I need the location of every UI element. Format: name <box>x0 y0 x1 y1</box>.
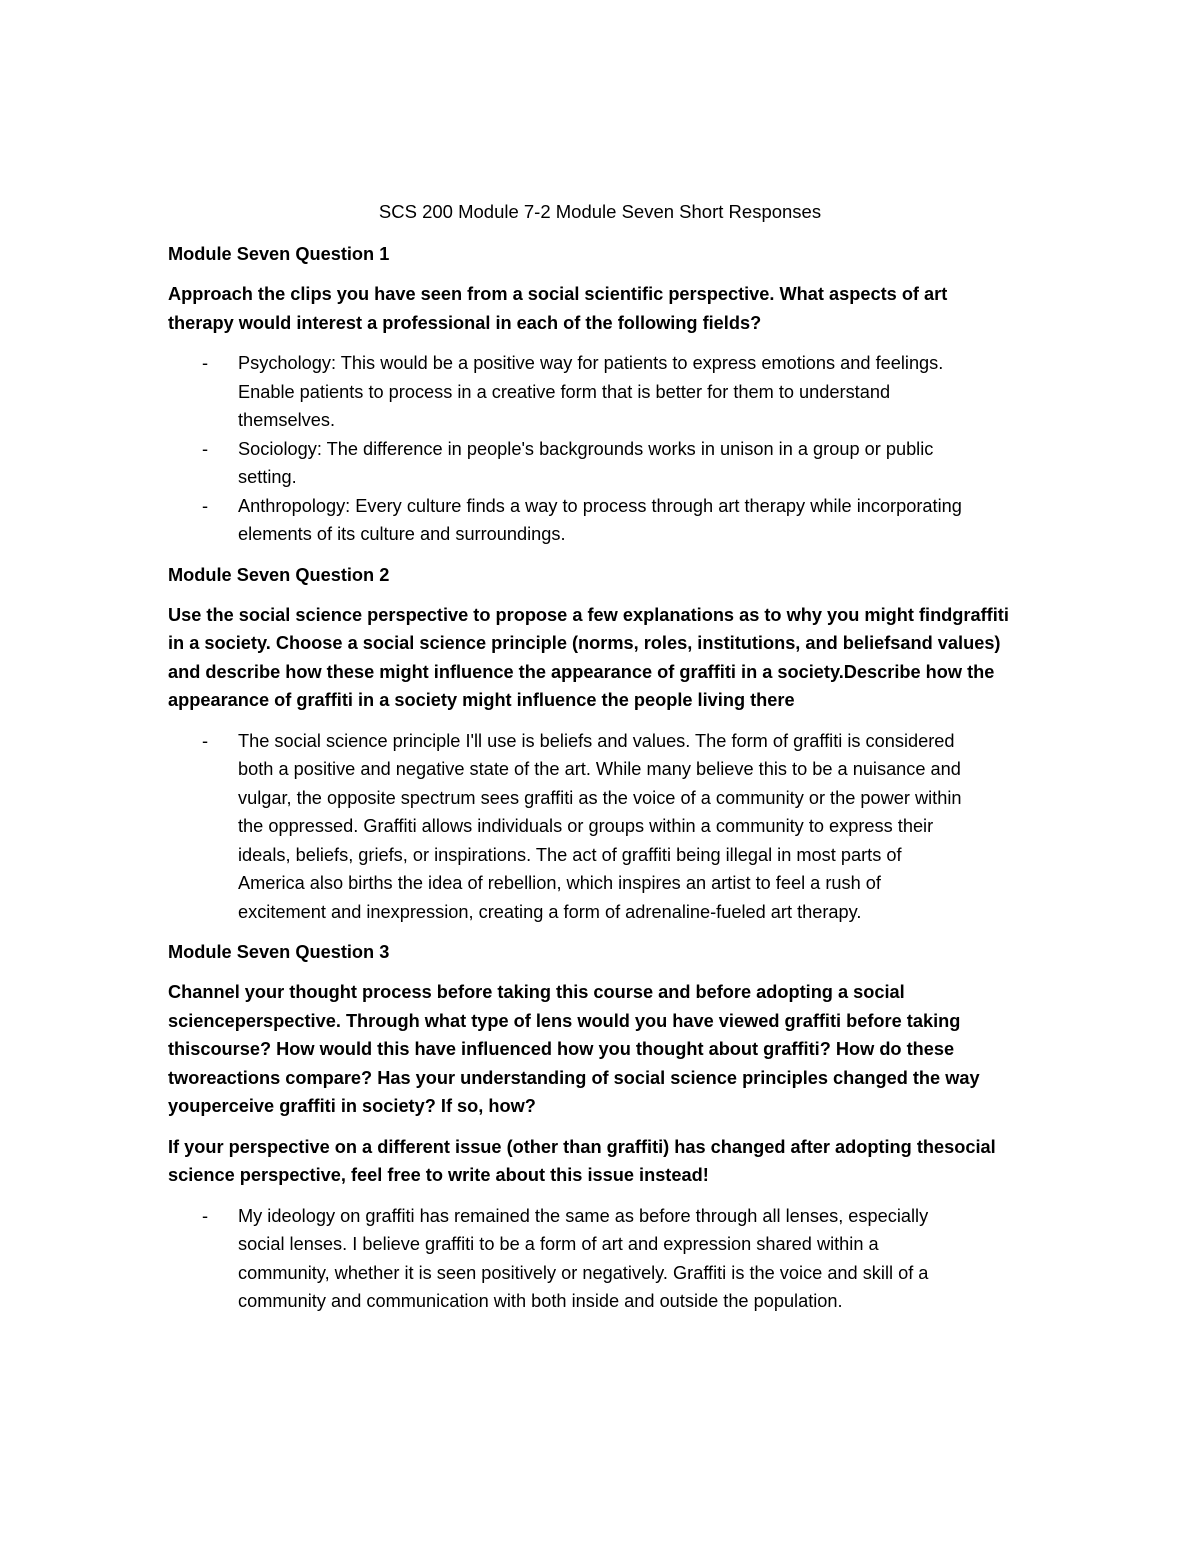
question-heading: Module Seven Question 2 <box>168 564 390 585</box>
question-section-2 <box>168 561 1043 927</box>
question-section-1 <box>168 240 1043 549</box>
question-section-3 <box>168 938 1043 1316</box>
answer-line: community, whether it is seen positively or negatively. Graffiti is the voice and skill of a <box>238 1262 929 1283</box>
bullet-dash: - <box>202 495 209 516</box>
answer-item <box>168 492 1043 549</box>
question-heading: Module Seven Question 1 <box>168 244 390 264</box>
answer-line: elements of its culture and surroundings. <box>238 524 566 544</box>
answer-line: vulgar, the opposite spectrum sees graffiti as the voice of a community or the power within <box>238 787 962 808</box>
prompt-line: in a society. Choose a social science principle (norms, roles, institutions, and beliefsand values) <box>168 633 1001 653</box>
answer-line: both a positive and negative state of the art. While many believe this to be a nuisance and <box>238 759 961 779</box>
answer-line: the oppressed. Graffiti allows individuals or groups within a community to express their <box>238 816 934 836</box>
answer-line: Enable patients to process in a creative form that is better for them to understand <box>238 381 891 402</box>
document-title: SCS 200 Module 7-2 Module Seven Short Responses <box>378 201 822 222</box>
answer-item <box>168 1202 1043 1316</box>
answer-list <box>168 349 1043 549</box>
answer-line: Sociology: The difference in people's backgrounds works in unison in a group or public <box>238 438 934 459</box>
prompt-line: appearance of graffiti in a society might influence the people living there <box>168 690 795 710</box>
question-prompt <box>168 601 1043 715</box>
prompt-line: thiscourse? How would this have influenced how you thought about graffiti? How do these <box>168 1039 955 1059</box>
answer-item <box>168 349 1043 435</box>
prompt-line: science perspective, feel free to write about this issue instead! <box>168 1165 709 1185</box>
prompt-line: youperceive graffiti in society? If so, how? <box>168 1096 536 1116</box>
answer-list <box>168 1202 1043 1316</box>
answer-list <box>168 727 1043 927</box>
bullet-dash: - <box>202 438 209 459</box>
answer-line: excitement and inexpression, creating a form of adrenaline-fueled art therapy. <box>238 901 862 922</box>
answer-line: setting. <box>238 467 297 487</box>
answer-line: ideals, beliefs, griefs, or inspirations. The act of graffiti being illegal in most parts of <box>238 844 902 865</box>
bullet-dash: - <box>202 730 209 751</box>
answer-line: Anthropology: Every culture finds a way to process through art therapy while incorporating <box>238 495 962 516</box>
prompt-line: scienceperspective. Through what type of lens would you have viewed graffiti before taking <box>168 1010 961 1031</box>
bullet-dash: - <box>202 1205 209 1226</box>
prompt-line: Approach the clips you have seen from a social scientific perspective. What aspects of art <box>168 284 948 304</box>
prompt-line: and describe how these might influence the appearance of graffiti in a society.Describe how the <box>168 661 995 682</box>
prompt-line: Channel your thought process before taking this course and before adopting a social <box>168 982 905 1002</box>
prompt-line: tworeactions compare? Has your understanding of social science principles changed the way <box>168 1067 980 1088</box>
answer-line: America also births the idea of rebellion, which inspires an artist to feel a rush of <box>238 873 881 893</box>
prompt-line: therapy would interest a professional in each of the following fields? <box>168 312 762 333</box>
prompt-line: If your perspective on a different issue (other than graffiti) has changed after adopting thesocial <box>168 1136 996 1157</box>
answer-line: social lenses. I believe graffiti to be a form of art and expression shared within a <box>238 1234 879 1254</box>
question-prompt <box>168 978 1043 1121</box>
bullet-dash: - <box>202 353 209 373</box>
answer-line: The social science principle I'll use is beliefs and values. The form of graffiti is considered <box>238 730 955 751</box>
prompt-line: Use the social science perspective to propose a few explanations as to why you might findgraffiti <box>168 604 1009 625</box>
answer-line: community and communication with both inside and outside the population. <box>238 1291 843 1311</box>
question-prompt <box>168 280 1043 337</box>
answer-line: My ideology on graffiti has remained the same as before through all lenses, especially <box>238 1205 929 1226</box>
answer-item <box>168 435 1043 492</box>
question-prompt-followup <box>168 1133 1043 1190</box>
answer-item <box>168 727 1043 927</box>
document-body <box>168 240 1043 1328</box>
answer-line: Psychology: This would be a positive way for patients to express emotions and feelings. <box>238 353 944 373</box>
question-heading: Module Seven Question 3 <box>168 942 390 962</box>
answer-line: themselves. <box>238 410 336 430</box>
